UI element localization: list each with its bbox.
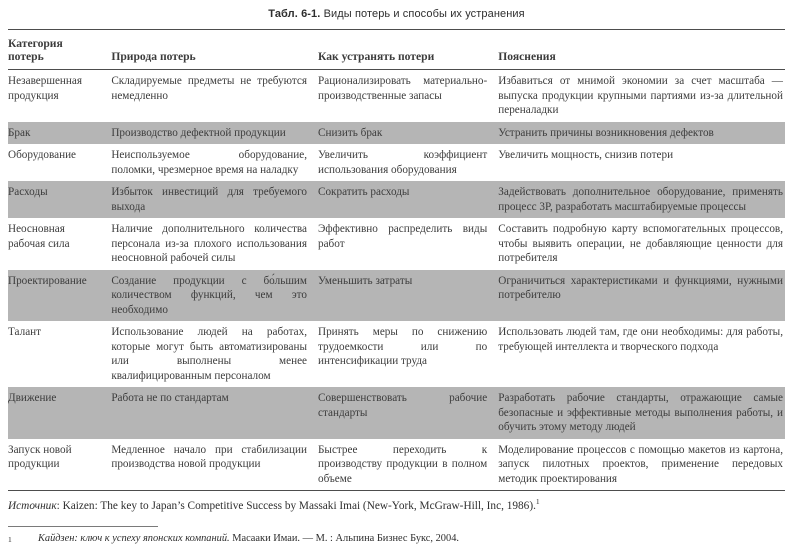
- table-row: [8, 144, 785, 181]
- table-row: [8, 321, 785, 387]
- source-text: : Kaizen: The key to Japan’s Competitive Success by Massaki Imai (New-York, McGraw-Hill, Inc, 1986).: [56, 500, 536, 512]
- cell-explanation: Составить подробную карту вспомогательных процессов, чтобы выявить операции, не добавляющие ценности для потребителя: [498, 223, 783, 264]
- table-row: [8, 181, 785, 218]
- cell-explanation: Разработать рабочие стандарты, отражающие самые безопасные и эффективные методы выполнения работы, и обучить этому методу людей: [498, 392, 783, 433]
- cell-category: Незавершенная продукция: [8, 75, 83, 102]
- table-caption-number: Табл. 6-1.: [268, 8, 321, 20]
- table-row: [8, 70, 785, 122]
- table-body: [8, 70, 785, 491]
- header-cell-how: Как устранять потери: [318, 30, 498, 70]
- cell-category: Оборудование: [8, 149, 77, 161]
- cell-nature: Избыток инвестиций для требуемого выхода: [111, 186, 307, 213]
- source-line: [8, 499, 785, 513]
- cell-explanation: Увеличить мощность, снизив потери: [498, 149, 674, 161]
- header-cell-explanation: Пояснения: [498, 30, 785, 70]
- cell-how: Эффективно распределить виды работ: [318, 223, 488, 250]
- table-row: [8, 122, 785, 145]
- table-row: [8, 439, 785, 491]
- cell-how: Совершенствовать рабочие стандарты: [318, 392, 488, 419]
- cell-category: Движение: [8, 392, 57, 404]
- cell-nature: Работа не по стандартам: [111, 392, 229, 404]
- cell-category: Брак: [8, 126, 31, 139]
- table-row: [8, 218, 785, 270]
- cell-nature: Медленное начало при стабилизации производства новой продукции: [111, 443, 307, 470]
- cell-category: Неосновная рабочая сила: [8, 223, 70, 250]
- cell-category: Проектирование: [8, 274, 87, 287]
- loss-table: [8, 29, 785, 491]
- cell-category: Расходы: [8, 186, 48, 198]
- cell-how: Сократить расходы: [318, 186, 410, 198]
- footnote-ref: 1: [535, 497, 540, 507]
- table-row: [8, 270, 785, 322]
- cell-nature: Наличие дополнительного количества персонала из-за плохого использования неосновной рабочей силы: [111, 223, 307, 264]
- cell-nature: Неиспользуемое оборудование, поломки, чрезмерное время на наладку: [111, 149, 307, 176]
- header-row: [8, 30, 785, 70]
- footnote-book-title: Кайдзен: ключ к успеху японских компаний.: [38, 533, 230, 544]
- cell-explanation: Избавиться от мнимой экономии за счет масштаба — выпуска продукции крупными партиями из-за длительной переналадки: [498, 75, 783, 116]
- cell-how: Снизить брак: [318, 126, 383, 139]
- table-caption: [8, 8, 785, 20]
- cell-how: Рационализировать материально-производственные запасы: [318, 75, 488, 102]
- cell-nature: Складируемые предметы не требуются немедленно: [111, 75, 307, 102]
- source-label: Источник: [8, 500, 57, 512]
- table-caption-text: Виды потерь и способы их устранения: [320, 8, 525, 20]
- footnote-marker: 1: [8, 535, 12, 544]
- cell-explanation: Ограничиться характеристиками и функциями, нужными потребителю: [498, 274, 783, 301]
- cell-how: Быстрее переходить к производству продукции в полном объеме: [318, 443, 488, 485]
- cell-how: Увеличить коэффициент использования оборудования: [318, 149, 488, 176]
- cell-explanation: Задействовать дополнительное оборудование, применять процесс 3P, разработать масштабируемые процессы: [498, 186, 783, 213]
- header-cell-category: Категория потерь: [8, 30, 111, 70]
- footnote-divider: [8, 526, 158, 527]
- footnote-publisher: Масааки Имаи. — М. : Альпина Бизнес Букс, 2004.: [229, 533, 459, 544]
- table-row: [8, 387, 785, 439]
- cell-explanation: Использовать людей там, где они необходимы: для работы, требующей интеллекта и творческого подхода: [498, 326, 783, 353]
- cell-nature: Создание продукции с бо́льшим количеством функций, чем это необходимо: [111, 274, 307, 316]
- header-cell-nature: Природа потерь: [111, 30, 318, 70]
- cell-explanation: Устранить причины возникновения дефектов: [498, 126, 714, 139]
- cell-nature: Производство дефектной продукции: [111, 126, 286, 139]
- cell-how: Уменьшить затраты: [318, 274, 413, 287]
- cell-category: Талант: [8, 326, 42, 338]
- cell-category: Запуск новой продукции: [8, 443, 72, 470]
- cell-nature: Использование людей на работах, которые могут быть автоматизированы или выполнены менее квалифицированным персоналом: [111, 326, 307, 382]
- footnote-text: [38, 532, 459, 546]
- footnote: [8, 532, 785, 546]
- cell-how: Принять меры по снижению трудоемкости или по интенсификации труда: [318, 326, 488, 367]
- cell-explanation: Моделирование процессов с помощью макетов из картона, запуск пилотных проектов, применение передовых методик проектирования: [498, 443, 783, 485]
